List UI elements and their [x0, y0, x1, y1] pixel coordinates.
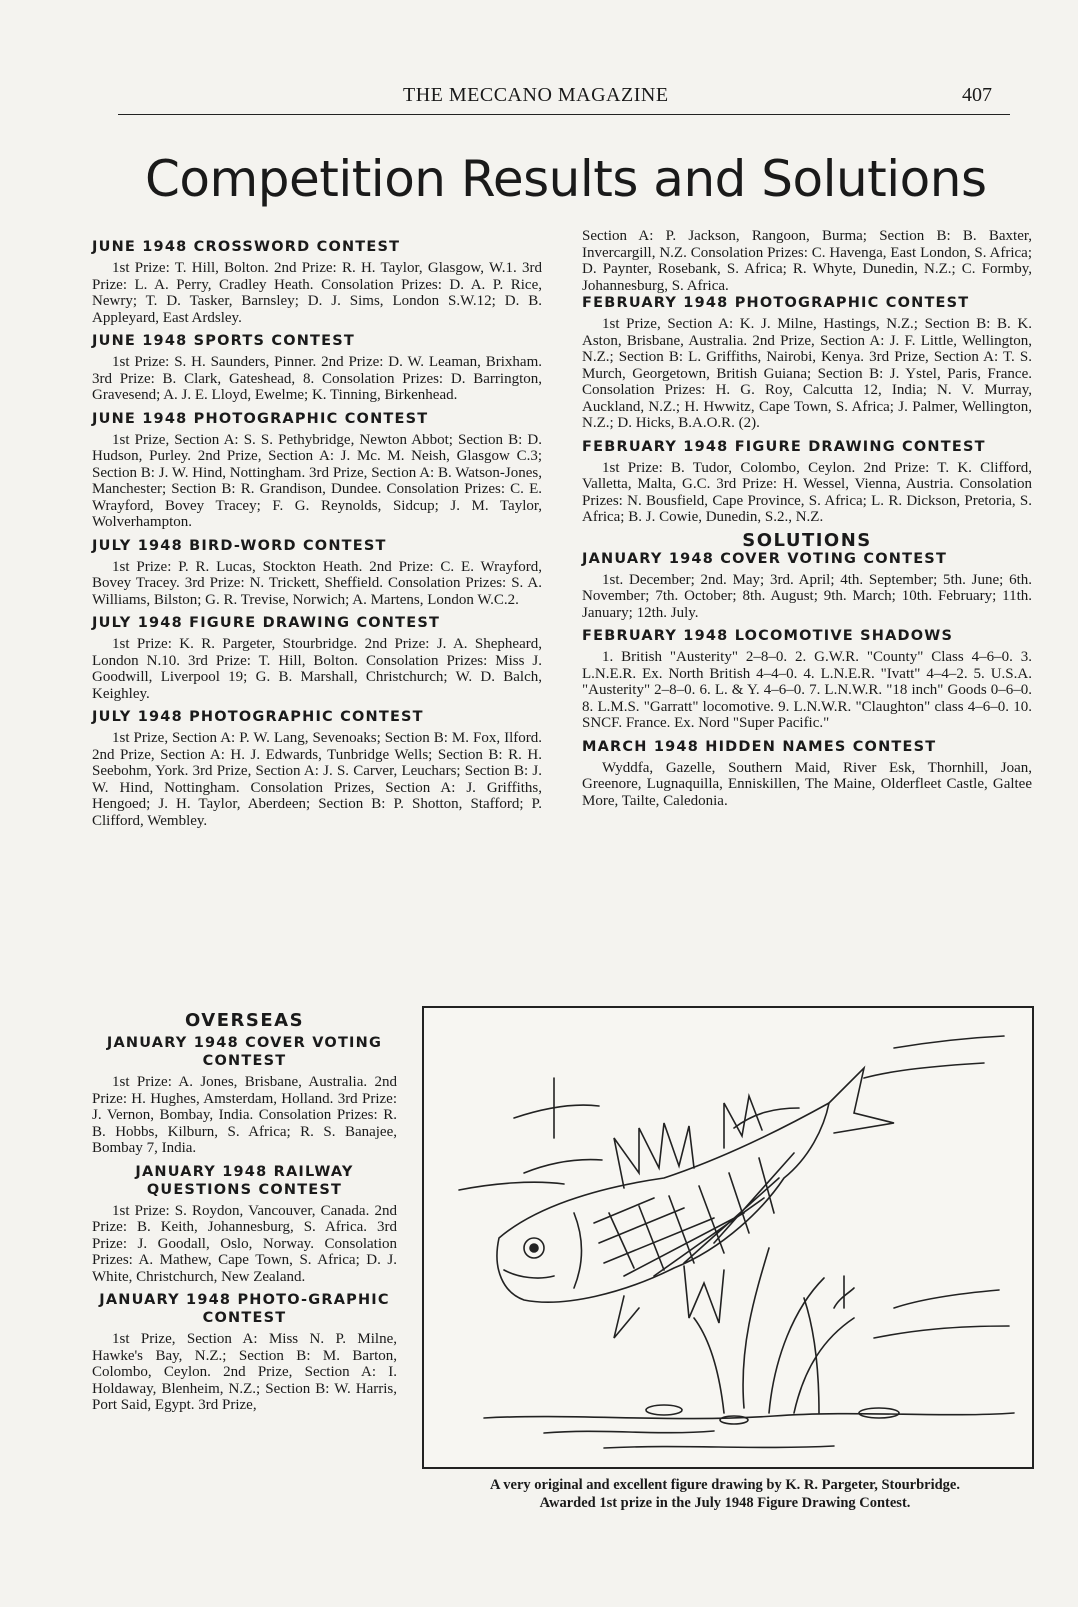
right-column [582, 228, 1032, 815]
section-heading: FEBRUARY 1948 PHOTOGRAPHIC CONTEST [582, 295, 970, 311]
section-body: 1st Prize: A. Jones, Brisbane, Australia. 2nd Prize: H. Hughes, Amsterdam, Holland. 3rd Prize: J. Vernon, Bombay, India. Consolation Prizes: R. B. Hobbs, Kilburn, S. Africa; R. S. Banajee, Bombay 7, India. [92, 1074, 397, 1156]
section-heading: MARCH 1948 HIDDEN NAMES CONTEST [582, 738, 937, 755]
section-heading: FEBRUARY 1948 FIGURE DRAWING CONTEST [582, 438, 986, 455]
illustration-caption [410, 1476, 1040, 1512]
section-body: 1. British "Austerity" 2–8–0. 2. G.W.R. "County" Class 4–6–0. 3. L.N.E.R. Ex. North British 4–4–0. 4. L.N.E.R. "Ivatt" 4–4–2. 5. U.S.A. "Austerity" 2–8–0. 6. L. & Y. 4–6–0. 7. L.N.W.R. "18 inch" Goods 0–6–0. 8. L.M.S. "Garratt" locomotive. 9. L.N.W.R. "Claughton" class 4–6–0. 10. SNCF. France. Ex. Nord "Super Pacific." [582, 649, 1032, 731]
caption-line: A very original and excellent figure drawing by K. R. Pargeter, Stourbridge. [489, 1477, 960, 1493]
section-heading: JUNE 1948 CROSSWORD CONTEST [92, 239, 401, 255]
section-body: 1st Prize, Section A: P. W. Lang, Sevenoaks; Section B: M. Fox, Ilford. 2nd Prize, Section A: H. J. Edwards, Tunbridge Wells; Section B: R. H. Seebohm, York. 3rd Prize, Section A: J. S. Carver, Leuchars; Section B: J. W. Hind, Nottingham. Consolation Prizes, Section A: J. Griffiths, Hengoed; J. H. Taylor, Aberdeen; Section B: P. Shotton, Stafford; P. Clifford, Wembley. [92, 730, 542, 829]
result-section [92, 1034, 397, 1157]
section-body: 1st Prize, Section A: K. J. Milne, Hastings, N.Z.; Section B: B. K. Aston, Brisbane, Australia. 2nd Prize, Section A: J. F. Little, Wellington, N.Z.; Section B: L. Griffiths, Nairobi, Kenya. 3rd Prize, Section A: T. S. Murch, Georgetown, British Guiana; Section B: J. Ystel, Paris, France. Consolation Prizes: H. G. Roy, Calcutta 12, India; N. V. Murray, Auckland, N.Z.; H. Hwwitz, Cape Town, S. Africa; J. Palmer, Wellington, N.Z.; D. Hicks, B.A.O.R. (2). [582, 316, 1032, 431]
section-heading: JULY 1948 FIGURE DRAWING CONTEST [92, 615, 441, 631]
page-title: Competition Results and Solutions [145, 150, 987, 208]
section-body: 1st Prize: S. H. Saunders, Pinner. 2nd Prize: D. W. Leaman, Brixham. 3rd Prize: B. Clark, Gateshead, 8. Consolation Prizes: D. Barrington, Gravesend; A. J. E. Lloyd, Ewelme; K. Tinning, Birkenhead. [92, 354, 542, 403]
left-column [92, 238, 542, 835]
result-section [92, 708, 542, 829]
section-heading: JANUARY 1948 PHOTO-GRAPHIC CONTEST [99, 1292, 390, 1326]
section-heading: JULY 1948 PHOTOGRAPHIC CONTEST [92, 709, 424, 725]
result-section [92, 410, 542, 531]
result-section [92, 332, 542, 404]
section-heading: JANUARY 1948 RAILWAY QUESTIONS CONTEST [135, 1163, 354, 1198]
section-body: 1st Prize, Section A: Miss N. P. Milne, Hawke's Bay, N.Z.; Section B: M. Barton, Colombo, Ceylon. 2nd Prize, Section A: I. Holdaway, Blenheim, N.Z.; Section B: W. Harris, Port Said, Egypt. 3rd Prize, [92, 1331, 397, 1413]
caption-line: Awarded 1st prize in the July 1948 Figure Drawing Contest. [539, 1495, 911, 1511]
magazine-title: THE MECCANO MAGAZINE [403, 84, 669, 106]
page-number: 407 [962, 84, 992, 106]
section-body: 1st Prize: P. R. Lucas, Stockton Heath. 2nd Prize: C. E. Wrayford, Bovey Tracey. 3rd Prize: N. Trickett, Sheffield. Consolation Prizes: S. A. Williams, Bilston; G. R. Trevise, Norwich; A. Martens, London W.C.2. [92, 558, 542, 608]
result-section [92, 1291, 397, 1414]
section-heading: JANUARY 1948 COVER VOTING CONTEST [106, 1035, 383, 1069]
section-body: 1st Prize, Section A: S. S. Pethybridge, Newton Abbot; Section B: D. Hudson, Purley. 2nd Prize, Section A: J. Mc. M. Neish, Glasgow C.3; Section B: J. W. Hind, Nottingham. 3rd Prize, Section A: B. Watson-Jones, Manchester; Section B: R. Grandison, Dundee. Consolation Prizes: C. E. Wrayford, Bovey Tracey; F. G. Reynolds, Sidcup; J. M. Taylor, Wolverhampton. [92, 431, 542, 530]
result-section [92, 238, 542, 326]
section-heading: JULY 1948 BIRD-WORD CONTEST [92, 537, 387, 554]
result-section [92, 614, 542, 702]
solution-section [582, 627, 1032, 732]
fish-drawing-illustration [422, 1006, 1034, 1469]
section-body: 1st Prize: K. R. Pargeter, Stourbridge. 2nd Prize: J. A. Shepheard, London N.10. 3rd Prize: T. Hill, Bolton. Consolation Prizes: Miss J. Goodwill, Liverpool 19; G. B. Marshall, Christchurch; W. D. Balch, Keighley. [92, 636, 542, 702]
result-section [582, 438, 1032, 526]
solution-section [582, 550, 1032, 622]
overseas-heading: OVERSEAS [184, 1010, 305, 1031]
section-heading: JUNE 1948 SPORTS CONTEST [92, 333, 355, 349]
fish-drawing-icon [424, 1008, 1032, 1467]
solution-section [582, 738, 1032, 810]
result-section [582, 294, 1032, 432]
section-body: 1st. December; 2nd. May; 3rd. April; 4th. September; 5th. June; 6th. November; 7th. October; 8th. August; 9th. March; 10th. February; 11th. January; 12th. July. [582, 571, 1032, 621]
overseas-column [92, 1010, 397, 1420]
section-heading: FEBRUARY 1948 LOCOMOTIVE SHADOWS [582, 628, 954, 644]
running-header [118, 84, 1010, 115]
section-heading: JUNE 1948 PHOTOGRAPHIC CONTEST [92, 410, 429, 427]
section-body: Wyddfa, Gazelle, Southern Maid, River Esk, Thornhill, Joan, Greenore, Lugnaquilla, Enniskillen, The Maine, Olderfleet Castle, Galtee More, Tailte, Caledonia. [582, 759, 1032, 809]
section-body: 1st Prize: B. Tudor, Colombo, Ceylon. 2nd Prize: T. K. Clifford, Valletta, Malta, G.C. 3rd Prize: H. Wessel, Vienna, Austria. Consolation Prizes: N. Bousfield, Cape Province, S. Africa; L. R. Dickson, Pretoria, S. Africa; B. J. Cowie, Dunedin, S.2., N.Z. [582, 459, 1032, 525]
section-body: 1st Prize: T. Hill, Bolton. 2nd Prize: R. H. Taylor, Glasgow, W.1. 3rd Prize: L. A. Perry, Cradley Heath. Consolation Prizes: D. A. P. Rice, Newry; T. D. Tasker, Barnsley; D. J. Sims, London S.W.12; D. B. Appleyard, East Ardsley. [92, 260, 542, 326]
result-section [92, 1163, 397, 1286]
result-section [92, 537, 542, 609]
section-heading: JANUARY 1948 COVER VOTING CONTEST [582, 550, 948, 567]
continued-text: Section A: P. Jackson, Rangoon, Burma; Section B: B. Baxter, Invercargill, N.Z. Consolation Prizes: C. Havenga, East London, S. Africa; D. Paynter, Rosebank, S. Africa; R. Whyte, Dunedin, N.Z.; C. Formby, Johannesburg, S. Africa. [582, 228, 1032, 294]
solutions-heading: SOLUTIONS [742, 529, 872, 551]
section-body: 1st Prize: S. Roydon, Vancouver, Canada. 2nd Prize: B. Keith, Johannesburg, S. Africa. 3rd Prize: J. Goodall, Oslo, Norway. Consolation Prizes: A. Mathew, Cape Town, S. Africa; D. J. White, Christchurch, New Zealand. [92, 1202, 397, 1285]
